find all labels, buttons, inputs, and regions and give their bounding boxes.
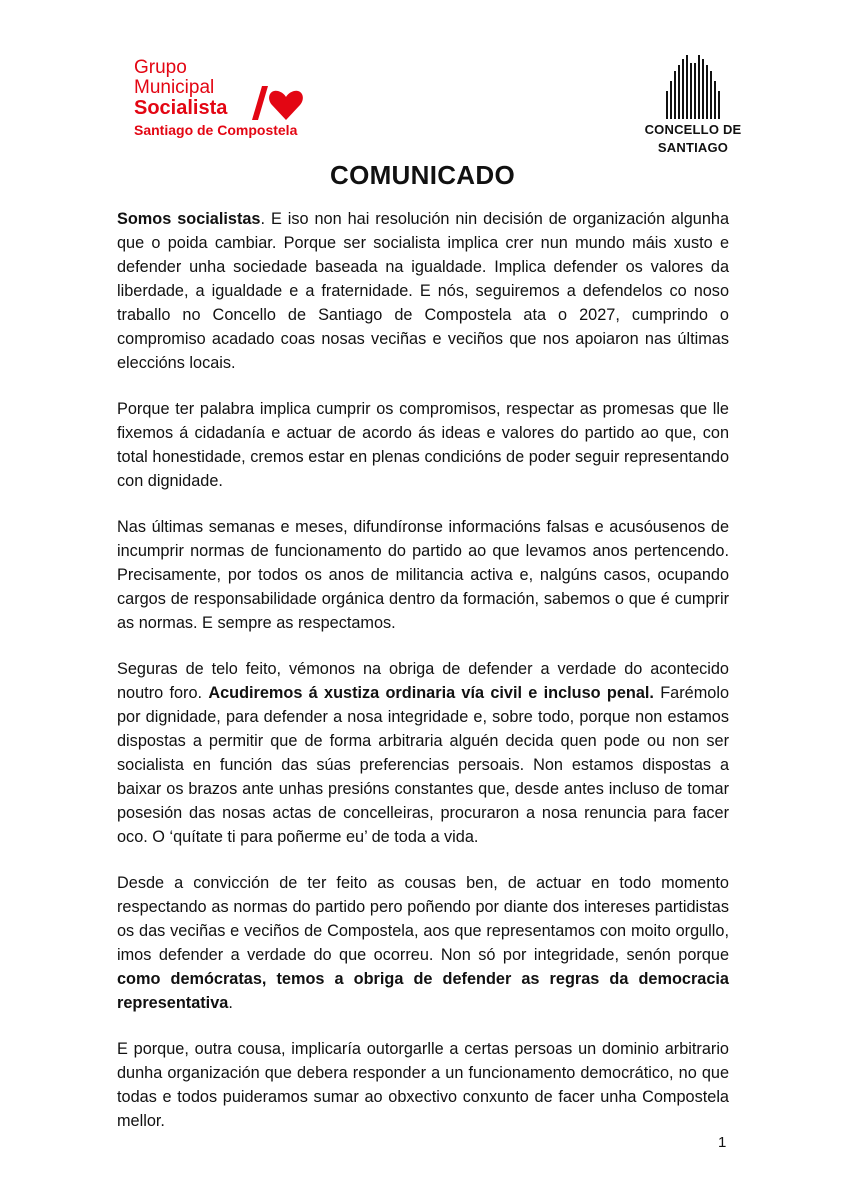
page-title: COMUNICADO — [330, 160, 515, 190]
party-logo-line-3: Socialista — [134, 97, 228, 119]
party-logo-line-2: Municipal — [134, 77, 215, 98]
paragraph-4-text-after: Farémolo por dignidade, para defender a nosa integridade e, sobre todo, porque non estamos dispostas a permitir que de forma arbitraria alguén decida quen pode ou non ser socialista en función das súas preferencias persoais. Non estamos dispostas a baixar os brazos ante unhas presións constantes que, desde antes incluso de tomar posesión das nosas actas de concelleiras, procuraron a nosa renuncia para facer oco. O ‘quítate ti para poñerme eu’ de toda a vida. — [117, 684, 729, 846]
paragraph-5-text-before: Desde a convicción de ter feito as cousas ben, de actuar en todo momento respectando as normas do partido pero poñendo por diante dos intereses partidistas os das veciñas e veciños de Compostela, aos que representamos con moito orgullo, imos defender a verdade do que ocorreu. Non só por integridade, senón porque — [117, 874, 729, 964]
council-logo — [638, 55, 748, 155]
paragraph-5-bold: como demócratas, temos a obriga de defender as regras da democracia representativa — [117, 970, 729, 1012]
cathedral-icon — [665, 55, 721, 119]
paragraph-6: E porque, outra cousa, implicaría outorgarlle a certas persoas un dominio arbitrario dunha organización que debera responder a un funcionamento democrático, no que todas e todos puideramos sumar ao obxectivo conxunto de facer unha Compostela mellor. — [117, 1040, 729, 1130]
paragraph-1 — [117, 207, 729, 375]
paragraph-5 — [117, 871, 729, 1015]
paragraph-5-text-after: . — [228, 994, 233, 1012]
document-body — [117, 207, 729, 1155]
paragraph-4-text-before: Seguras de telo feito, vémonos na obriga de defender a verdade do acontecido noutro foro. — [117, 660, 729, 702]
paragraph-1-text: . E iso non hai resolución nin decisión de organización algunha que o poida cambiar. Porque ser socialista implica crer nun mundo máis xusto e defender unha sociedade baseada na igualdade. Implica defender os valores da liberdade, a igualdade e a fraternidade. E nós, seguiremos a defendelos co noso traballo no Concello de Santiago de Compostela ata o 2027, cumprindo o compromiso acadado coas nosas veciñas e veciños que nos apoiaron nas últimas eleccións locais. — [117, 210, 730, 372]
council-name-line-2: SANTIAGO — [657, 140, 729, 155]
paragraph-1-bold: Somos socialistas — [117, 210, 261, 228]
page-number: 1 — [718, 1134, 727, 1151]
paragraph-4-bold: Acudiremos á xustiza ordinaria vía civil e incluso penal. — [208, 684, 654, 702]
paragraph-4 — [117, 657, 729, 849]
council-name-line-1: CONCELLO DE — [644, 122, 742, 137]
party-logo-line-4: Santiago de Compostela — [134, 122, 298, 138]
paragraph-2: Porque ter palabra implica cumprir os compromisos, respectar as promesas que lle fixemos á cidadanía e actuar de acordo ás ideas e valores do partido ao que, con total honestidade, cremos estar en plenas condicións de poder seguir representando con dignidade. — [117, 400, 729, 490]
paragraph-3: Nas últimas semanas e meses, difundíronse informacións falsas e acusóusenos de incumprir normas de funcionamento do partido ao que levamos anos pertencendo. Precisamente, por todos os anos de militancia activa e, nalgúns casos, ocupando cargos de responsabilidade orgánica dentro da formación, sabemos o que é cumprir as normas. E sempre as respectamos. — [117, 518, 729, 632]
slash-heart-icon — [248, 84, 308, 122]
party-logo-line-1: Grupo — [134, 57, 187, 78]
